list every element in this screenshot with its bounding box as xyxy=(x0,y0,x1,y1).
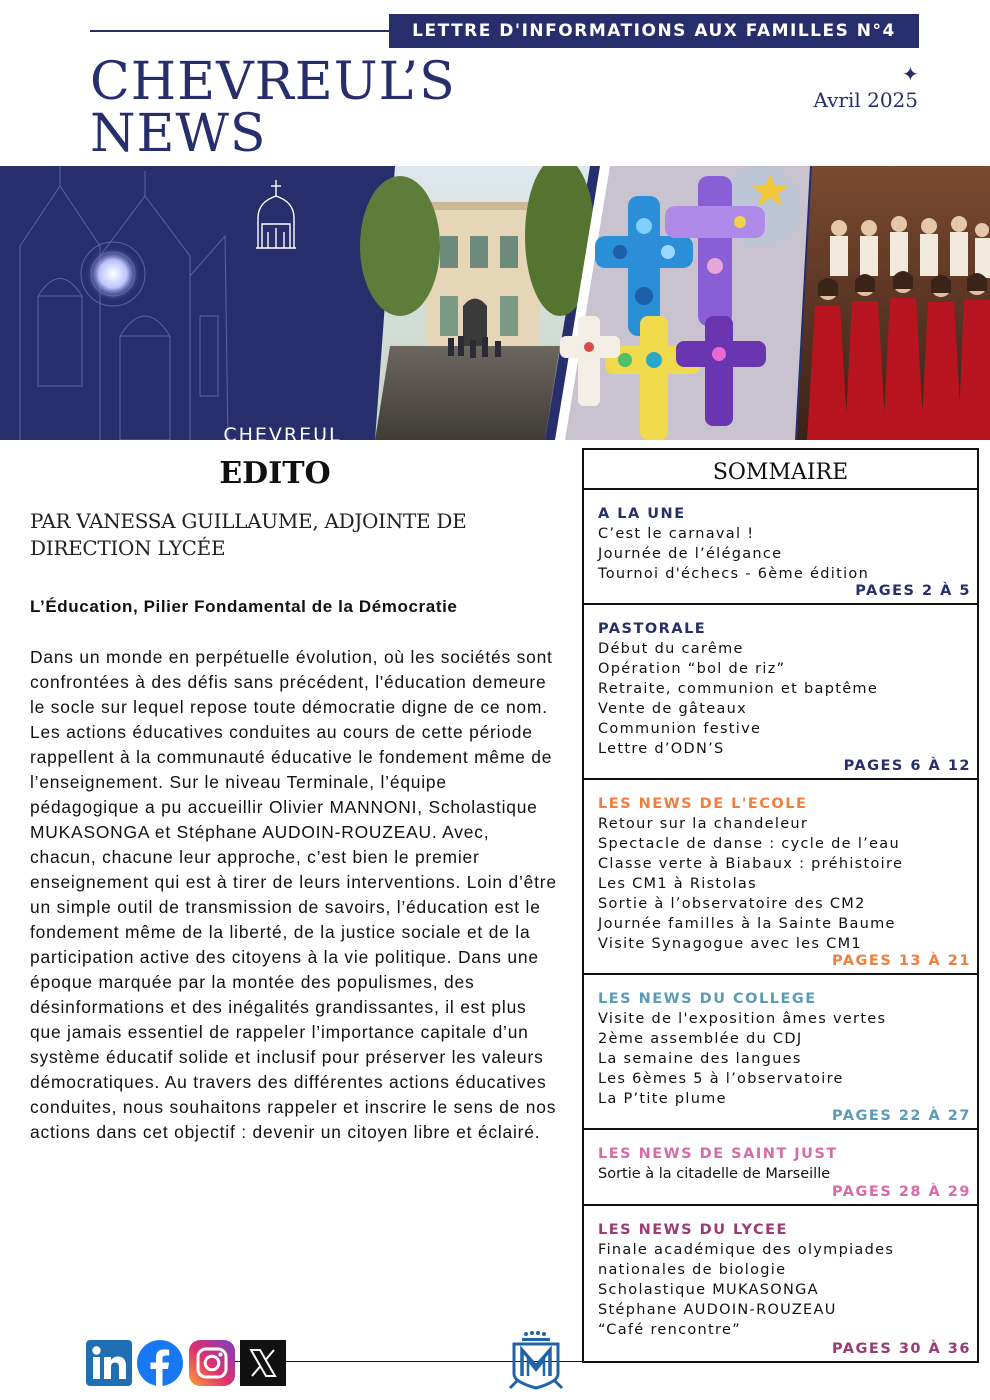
section-item: Sortie à la citadelle de Marseille xyxy=(598,1166,831,1182)
sommaire-panel xyxy=(582,448,979,1363)
church-line-drawing xyxy=(20,166,228,440)
section-heading: A LA UNE xyxy=(598,506,686,522)
edito-author: PAR VANESSA GUILLAUME, ADJOINTE DE DIRECTION LYCÉE xyxy=(30,509,467,560)
section-pages: PAGES 6 À 12 xyxy=(843,758,971,774)
section-item: Les CM1 à Ristolas xyxy=(598,876,757,892)
section-item: Scholastique MUKASONGA xyxy=(598,1282,819,1298)
header-rule xyxy=(90,30,390,32)
sommaire-section-lycee[interactable] xyxy=(584,1206,977,1361)
section-item: C’est le carnaval ! xyxy=(598,526,755,542)
section-item: Les 6èmes 5 à l’observatoire xyxy=(598,1071,844,1087)
newsletter-banner: LETTRE D'INFORMATIONS AUX FAMILLES N°4 xyxy=(389,14,919,48)
section-heading: LES NEWS DE SAINT JUST xyxy=(598,1146,838,1162)
sommaire-section-college[interactable] xyxy=(584,975,977,1130)
section-heading: LES NEWS DE L'ECOLE xyxy=(598,796,808,812)
sommaire-section-ecole[interactable] xyxy=(584,780,977,975)
section-pages: PAGES 30 À 36 xyxy=(832,1341,971,1357)
section-item: 2ème assemblée du CDJ xyxy=(598,1031,803,1047)
section-item: La P’tite plume xyxy=(598,1091,727,1107)
section-item: La semaine des langues xyxy=(598,1051,802,1067)
section-pages: PAGES 13 À 21 xyxy=(832,953,971,969)
photo-choir xyxy=(797,166,990,440)
x-icon[interactable] xyxy=(240,1340,286,1386)
hero-banner xyxy=(0,166,990,440)
section-item: Vente de gâteaux xyxy=(598,701,748,717)
sommaire-section-saint-just[interactable] xyxy=(584,1130,977,1206)
section-item: Journée familles à la Sainte Baume xyxy=(598,916,896,932)
section-item: Début du carême xyxy=(598,641,744,657)
section-heading: LES NEWS DU COLLEGE xyxy=(598,991,817,1007)
section-item: Visite de l'exposition âmes vertes xyxy=(598,1011,887,1027)
section-item: Finale académique des olympiades xyxy=(598,1242,895,1258)
brand-name: CHEVREUL xyxy=(223,424,342,440)
photo-painted-crosses xyxy=(555,166,810,440)
section-item: Opération “bol de riz” xyxy=(598,661,786,677)
footer-rule xyxy=(230,1361,900,1362)
school-crest-icon xyxy=(508,1330,564,1392)
section-item: Tournoi d'échecs - 6ème édition xyxy=(598,566,870,582)
masthead-line-1: CHEVREUL’S xyxy=(90,52,456,112)
issue-date: Avril 2025 xyxy=(813,88,918,112)
section-pages: PAGES 28 À 29 xyxy=(832,1184,971,1200)
edito-subtitle: L’Éducation, Pilier Fondamental de la Démocratie xyxy=(30,597,458,616)
edito-body: Dans un monde en perpétuelle évolution, où les sociétés sont confrontées à des défis sans précédent, l'éducation demeure le socle sur lequel repose toute démocratie digne de ce nom. Les actions éducatives conduites au cours de cette période rappellent à la communauté éducative le fondement même de l’enseignement. Sur le niveau Terminale, l’équipe pédagogique a pu accueillir Olivier MANNONI, Scholastique MUKASONGA et Stéphane AUDOIN-ROUZEAU. Avec, chacun, chacune leur approche, c’est bien le premier enseignement qui est à tirer de leurs interventions. Loin d’être un simple outil de transmission de savoirs, l’éducation est le fondement même de la liberté, de la justice sociale et de la participation active des citoyens à la vie politique. Dans une époque marquée par la montée des populismes, des désinformations et des inégalités grandissantes, il est plus que jamais essentiel de rappeler l’importance capitale d’un système éducatif solide et inclusif pour préserver les valeurs démocratiques. Au travers des différentes actions éducatives conduites, nous souhaitons rappeler et inscrire le sens de nos actions dans cet objectif : devenir un citoyen libre et éclairé. xyxy=(30,647,557,1142)
section-item: Communion festive xyxy=(598,721,762,737)
section-item: nationales de biologie xyxy=(598,1262,787,1278)
sommaire-section-a-la-une[interactable] xyxy=(584,490,977,605)
sparkle-icon: ✦ xyxy=(902,62,919,86)
masthead-title xyxy=(90,52,456,164)
section-heading: PASTORALE xyxy=(598,621,707,637)
linkedin-icon[interactable] xyxy=(86,1340,132,1386)
section-item: Lettre d’ODN’S xyxy=(598,741,725,757)
section-pages: PAGES 2 À 5 xyxy=(855,583,971,599)
section-item: Stéphane AUDOIN-ROUZEAU xyxy=(598,1302,837,1318)
section-item: Retour sur la chandeleur xyxy=(598,816,809,832)
section-item: Visite Synagogue avec les CM1 xyxy=(598,936,862,952)
section-item: Retraite, communion et baptême xyxy=(598,681,879,697)
section-item: “Café rencontre” xyxy=(598,1322,741,1338)
chevreul-logo-emblem xyxy=(256,180,296,248)
sommaire-title: SOMMAIRE xyxy=(584,450,977,490)
instagram-icon[interactable] xyxy=(189,1340,235,1386)
section-pages: PAGES 22 À 27 xyxy=(832,1108,971,1124)
hero-artwork xyxy=(0,166,990,440)
rose-window-glow xyxy=(85,246,141,302)
section-item: Classe verte à Biabaux : préhistoire xyxy=(598,856,904,872)
section-heading: LES NEWS DU LYCEE xyxy=(598,1222,788,1238)
photo-school-courtyard xyxy=(360,166,595,440)
facebook-icon[interactable] xyxy=(137,1340,183,1386)
section-item: Sortie à l’observatoire des CM2 xyxy=(598,896,866,912)
section-item: Journée de l’élégance xyxy=(598,546,783,562)
section-item: Spectacle de danse : cycle de l’eau xyxy=(598,836,900,852)
sommaire-section-pastorale[interactable] xyxy=(584,605,977,780)
masthead-line-2: NEWS xyxy=(90,104,267,164)
edito-title: EDITO xyxy=(219,456,331,491)
